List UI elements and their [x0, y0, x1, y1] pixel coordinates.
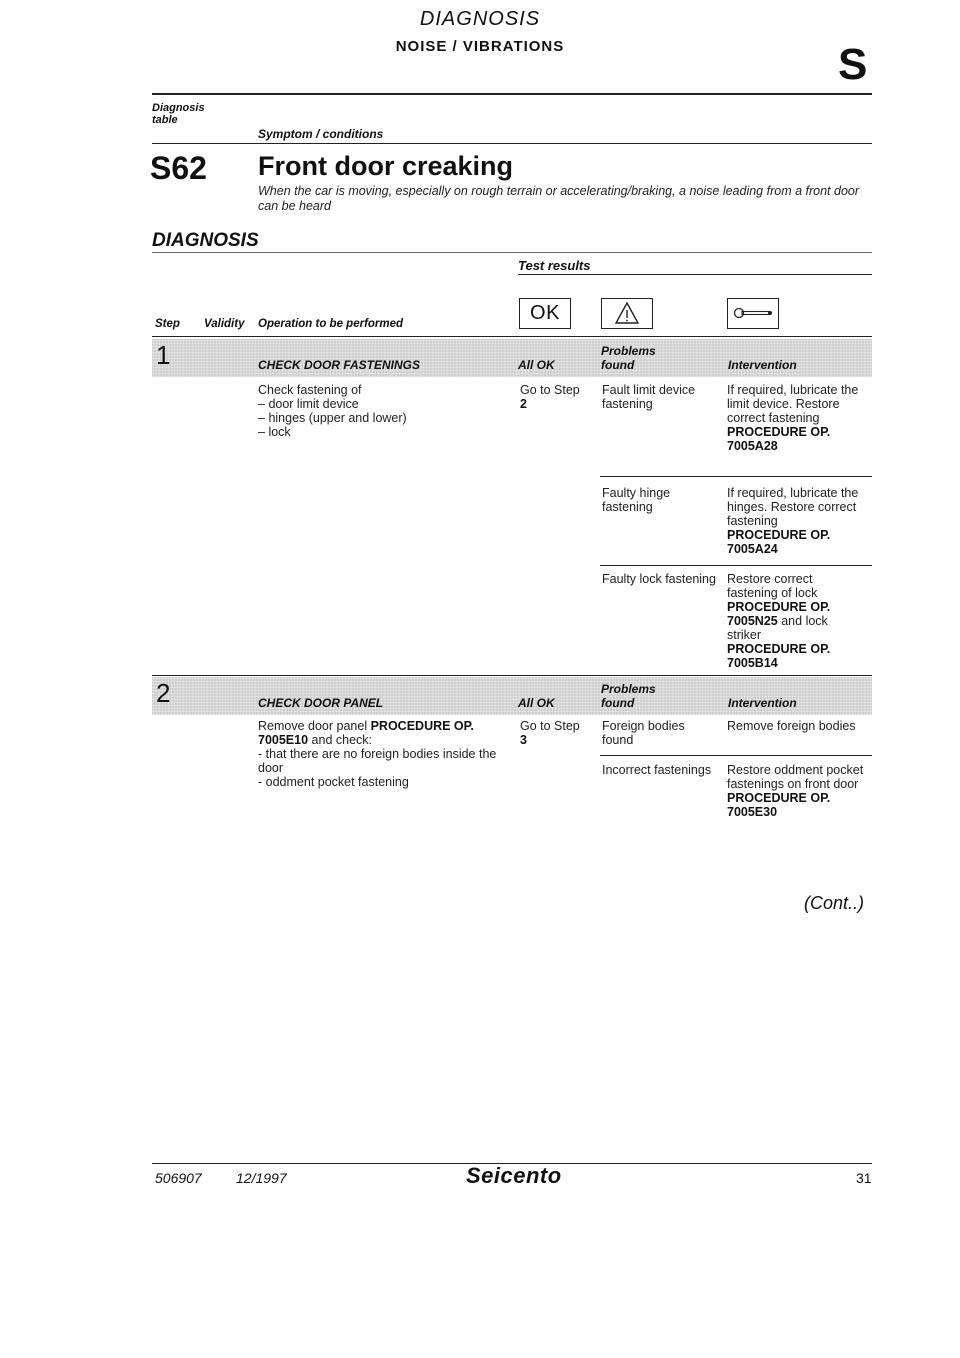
operation-tail: and check: — [311, 733, 373, 747]
intervention-text — [727, 383, 865, 453]
ok-action-text: Go to Step — [520, 719, 580, 733]
intervention-proc-line — [727, 600, 865, 642]
step-divider — [152, 675, 872, 676]
operation-description — [258, 719, 516, 789]
operation-description — [258, 383, 508, 439]
intervention-tail: and lock striker — [727, 614, 828, 642]
result-divider — [600, 565, 872, 566]
list-item: – hinges (upper and lower) — [258, 411, 508, 425]
intervention-text — [727, 719, 865, 733]
continued-label: (Cont..) — [804, 893, 865, 913]
diagnosis-rule — [152, 252, 872, 253]
ok-icon — [519, 298, 571, 329]
column-step: Step — [155, 318, 180, 330]
ok-action — [520, 383, 596, 411]
intervention-text — [727, 763, 865, 819]
intervention-text — [727, 572, 865, 670]
meta-rule — [152, 143, 872, 144]
procedure-ref: PROCEDURE OP. 7005E10 — [258, 719, 474, 747]
procedure-ref: PROCEDURE OP. 7005N25 — [727, 600, 831, 628]
ok-icon-label: OK — [530, 302, 560, 324]
page-number: 31 — [856, 1170, 872, 1186]
diagnosis-heading: DIAGNOSIS — [152, 230, 259, 251]
doc-date: 12/1997 — [236, 1170, 287, 1186]
intervention-text — [727, 486, 865, 556]
diagnosis-table-label: Diagnosis table — [152, 102, 205, 126]
column-validity: Validity — [204, 318, 245, 330]
intervention-desc: Restore oddment pocket fastenings on front door — [727, 763, 864, 791]
operation-title: CHECK DOOR PANEL — [258, 696, 384, 710]
operation-lead: Remove door panel — [258, 719, 368, 733]
all-ok-label: All OK — [518, 696, 555, 710]
wrench-icon — [727, 298, 779, 329]
section-title: DIAGNOSIS — [419, 8, 541, 30]
procedure-ref: PROCEDURE OP. 7005A28 — [727, 425, 831, 453]
section-letter: S — [838, 40, 868, 89]
operation-title: CHECK DOOR FASTENINGS — [258, 358, 421, 372]
step-band — [152, 677, 872, 715]
all-ok-label: All OK — [518, 358, 555, 372]
page-title: Front door creaking — [258, 151, 514, 181]
operation-list — [258, 397, 508, 439]
problem-text: Faulty lock fastening — [602, 572, 716, 586]
intervention-desc: Restore correct fastening of lock — [727, 572, 818, 600]
intervention-desc: If required, lubricate the limit device. Restore correct fastening — [727, 383, 859, 425]
test-results-rule — [518, 274, 872, 275]
step-number: 2 — [156, 678, 171, 708]
procedure-ref: PROCEDURE OP. 7005A24 — [727, 528, 831, 556]
symptom-description: When the car is moving, especially on rough terrain or accelerating/braking, a noise leading from a front door can be heard — [258, 184, 860, 213]
intervention-desc: Remove foreign bodies — [727, 719, 856, 733]
step-band — [152, 339, 872, 377]
table-code: S62 — [150, 150, 207, 186]
symptom-label: Symptom / conditions — [258, 127, 384, 141]
problem-text: Foreign bodies found — [602, 719, 685, 747]
subsection-title: NOISE / VIBRATIONS — [395, 38, 565, 55]
problem-text: Incorrect fastenings — [602, 763, 712, 777]
intervention-desc: If required, lubricate the hinges. Restore correct fastening — [727, 486, 859, 528]
problem-text: Fault limit device fastening — [602, 383, 696, 411]
test-results-label: Test results — [518, 258, 591, 273]
warning-icon — [601, 298, 653, 329]
step-number: 1 — [156, 340, 171, 370]
result-divider — [600, 755, 872, 756]
list-item: - that there are no foreign bodies inside the door — [258, 747, 516, 775]
header-rule — [152, 93, 872, 95]
column-operation: Operation to be performed — [258, 318, 404, 330]
ok-action — [520, 719, 596, 747]
list-item: – door limit device — [258, 397, 508, 411]
doc-number: 506907 — [155, 1170, 202, 1186]
list-item: - oddment pocket fastening — [258, 775, 516, 789]
ok-next-step: 2 — [520, 397, 527, 411]
ok-action-text: Go to Step — [520, 383, 580, 397]
column-header-rule — [152, 336, 872, 337]
operation-intro: Check fastening of — [258, 383, 362, 397]
intervention-label: Intervention — [728, 358, 797, 372]
result-divider — [600, 476, 872, 477]
procedure-ref: PROCEDURE OP. 7005B14 — [727, 642, 831, 670]
problems-found-label: Problems found — [601, 682, 656, 710]
intervention-label: Intervention — [728, 696, 797, 710]
operation-list — [258, 747, 516, 789]
procedure-ref: PROCEDURE OP. 7005E30 — [727, 791, 831, 819]
problems-found-label: Problems found — [601, 344, 656, 372]
problem-text: Faulty hinge fastening — [602, 486, 671, 514]
list-item: – lock — [258, 425, 508, 439]
ok-next-step: 3 — [520, 733, 527, 747]
brand-logo: Seicento — [466, 1163, 562, 1188]
